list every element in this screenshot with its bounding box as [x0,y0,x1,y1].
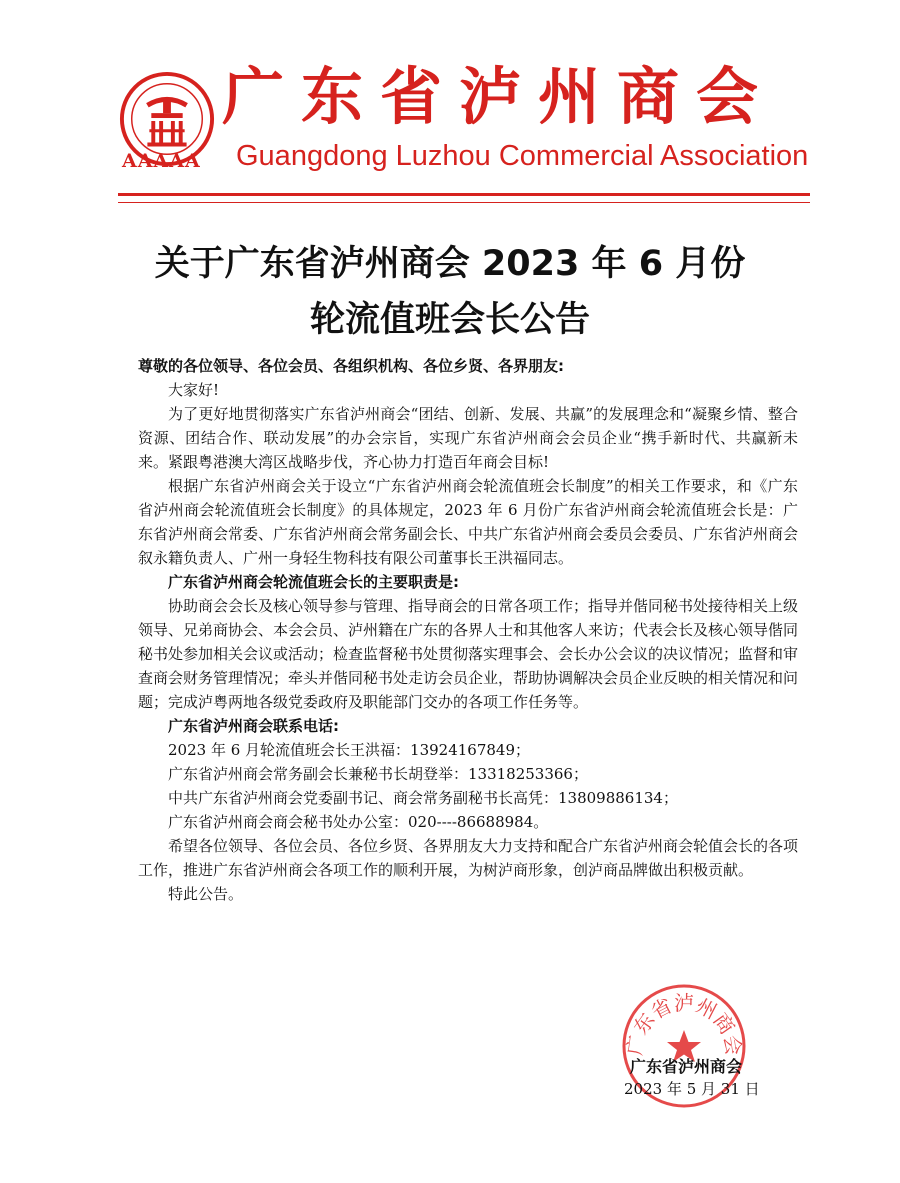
paragraph-appointment: 根据广东省泸州商会关于设立“广东省泸州商会轮流值班会长制度”的相关工作要求，和《广东省泸州商会轮流值班会长制度》的具体规定，2023 年 6 月份广东省泸州商会轮流值班会长是：广东省泸州商会常委、广东省泸州商会常务副会长、中共广东省泸州商会委员会委员、广东省泸州商会叙永籍负责人、广州一身轻生物科技有限公司董事长王洪福同志。 [138,477,799,567]
org-name-english: Guangdong Luzhou Commercial Association [236,140,809,172]
document-body [138,354,798,906]
notice-line: 特此公告。 [168,885,244,903]
document-title [0,236,900,348]
greeting: 大家好! [168,381,220,399]
title-line-1: 关于广东省泸州商会 2023 年 6 月份 [154,244,746,284]
contact-line: 中共广东省泸州商会党委副书记、商会常务副秘书长高凭：13809886134； [168,789,678,807]
title-line-2: 轮流值班会长公告 [309,300,590,340]
signature-org: 广东省泸州商会 [630,1057,743,1076]
duties-heading: 广东省泸州商会轮流值班会长的主要职责是: [168,573,460,591]
closing-paragraph: 希望各位领导、各位会员、各位乡贤、各界朋友大力支持和配合广东省泸州商会轮值会长的各项工作，推进广东省泸州商会各项工作的顺利开展，为树泸商形象，创泸商品牌做出积极贡献。 [138,837,799,879]
letterhead [0,0,900,220]
org-name-chinese: 广东省泸州商会 [222,60,776,133]
contacts-heading: 广东省泸州商会联系电话: [168,717,339,735]
header-rule-thin [118,202,810,203]
contact-line: 广东省泸州商会常务副会长兼秘书长胡登举：13318253366； [168,765,588,783]
paragraph-mission: 为了更好地贯彻落实广东省泸州商会“团结、创新、发展、共赢”的发展理念和“凝聚乡情、整合资源、团结合作、联动发展”的办会宗旨，实现广东省泸州商会会员企业“携手新时代、共赢新未来。紧跟粤港澳大湾区战略步伐，齐心协力打造百年商会目标! [138,405,798,471]
salutation: 尊敬的各位领导、各位会员、各组织机构、各位乡贤、各界朋友: [138,357,565,375]
seal-text: 广东省泸州商会 [622,991,746,1057]
contact-line: 2023 年 6 月轮流值班会长王洪福：13924167849； [168,741,531,759]
signature-date: 2023 年 5 月 31 日 [624,1080,760,1098]
duties-text: 协助商会会长及核心领导参与管理、指导商会的日常各项工作；指导并偕同秘书处接待相关上级领导、兄弟商协会、本会会员、泸州籍在广东的各界人士和其他客人来访；代表会长及核心领导偕同秘书处参加相关会议或活动；检查监督秘书处贯彻落实理事会、会长办公会议的决议情况；监督和审查商会财务管理情况；牵头并偕同秘书处走访会员企业，帮助协调解决会员企业反映的相关情况和问题；完成泸粤两地各级党委政府及职能部门交办的各项工作任务等。 [138,597,799,711]
rating-badge: AAAAA [122,150,201,172]
header-rule-thick [118,193,810,196]
contact-line: 广东省泸州商会商会秘书处办公室：020----86688984。 [168,813,549,831]
